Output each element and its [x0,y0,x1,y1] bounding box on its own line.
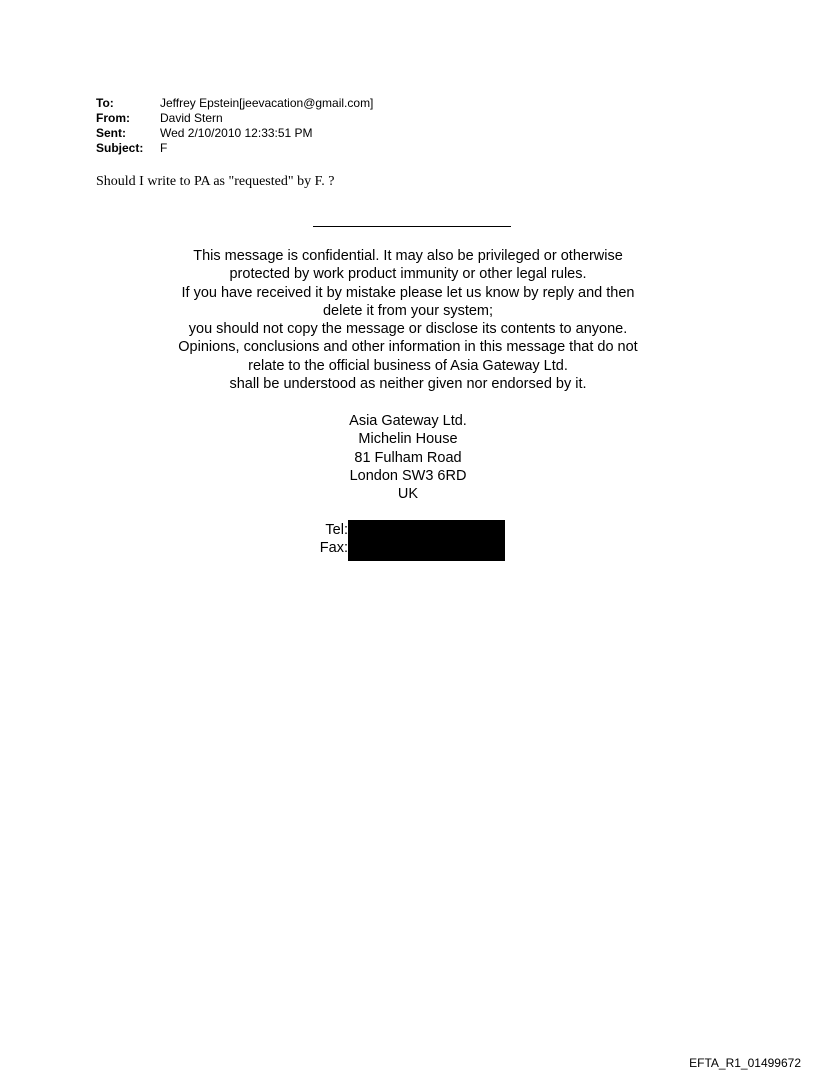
disclaimer-line: This message is confidential. It may also be privileged or otherwise [193,248,623,264]
address-line: Asia Gateway Ltd. [349,413,467,429]
sent-label: Sent: [96,126,126,140]
separator-line [313,226,511,227]
address-line: 81 Fulham Road [354,449,462,466]
from-row [96,111,373,126]
to-value: Jeffrey Epstein[jeevacation@gmail.com] [160,96,374,110]
document-id: EFTA_R1_01499672 [689,1056,801,1070]
to-label: To: [96,96,114,110]
subject-value: F [160,141,168,155]
to-row [96,96,373,111]
disclaimer-line: relate to the official business of Asia Gateway Ltd. [248,357,568,374]
disclaimer-line: delete it from your system; [322,302,494,319]
subject-row [96,141,373,156]
from-label: From: [96,111,130,125]
sent-value: Wed 2/10/2010 12:33:51 PM [160,126,313,140]
email-header [96,96,373,156]
tel-label: Tel: [325,522,348,538]
subject-label: Subject: [96,141,144,155]
company-address [258,412,558,503]
sent-row [96,126,373,141]
address-line: Michelin House [358,431,458,448]
disclaimer-line: protected by work product immunity or other legal rules. [229,266,587,283]
redaction-box [348,520,505,561]
contact-block [300,521,348,558]
email-body: Should I write to PA as "requested" by F. ? [96,174,335,189]
disclaimer-line: If you have received it by mistake please let us know by reply and then [181,284,635,301]
fax-label: Fax: [319,540,348,557]
disclaimer-line: Opinions, conclusions and other information in this message that do not [178,339,638,356]
from-value: David Stern [160,111,223,125]
address-line: London SW3 6RD [349,467,467,484]
address-line: UK [397,486,419,503]
confidentiality-disclaimer [100,247,716,393]
disclaimer-line: shall be understood as neither given nor endorsed by it. [229,376,587,393]
disclaimer-line: you should not copy the message or disclose its contents to anyone. [188,321,628,338]
